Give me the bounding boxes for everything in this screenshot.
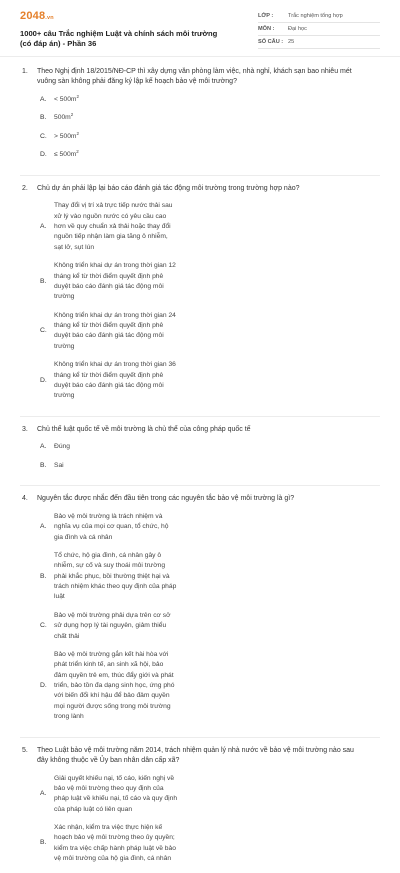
option-letter: B. [40, 114, 47, 122]
question-number: 2. [22, 184, 28, 192]
option-d[interactable] [40, 650, 211, 723]
option-letter: A. [40, 443, 47, 451]
option-text: Bảo vệ môi trường là trách nhiệm và nghĩa vụ của mọi cơ quan, tổ chức, hộ gia đình và cá nhân [54, 512, 169, 541]
header-left [20, 10, 220, 50]
option-text: ≤ 500m [54, 151, 77, 159]
question-list [0, 57, 400, 873]
option-text: < 500m [54, 95, 77, 103]
document-header [0, 0, 400, 57]
option-letter: A. [40, 222, 47, 230]
option-letter: D. [40, 151, 47, 159]
option-c[interactable] [40, 311, 211, 353]
option-superscript: 2 [76, 149, 79, 155]
option-letter: A. [40, 789, 47, 797]
meta-value: 25 [288, 38, 295, 45]
option-a[interactable] [40, 95, 211, 106]
option-b[interactable] [40, 551, 211, 603]
option-letter: B. [40, 277, 47, 285]
question-4 [20, 494, 380, 730]
question-5 [20, 746, 380, 873]
question-number: 5. [22, 746, 28, 754]
option-letter: C. [40, 622, 47, 630]
divider [20, 737, 380, 738]
question-3 [20, 425, 380, 480]
option-letter: D. [40, 681, 47, 689]
option-text: > 500m [54, 132, 77, 140]
logo-main: 2048 [20, 10, 46, 22]
option-superscript: 2 [76, 93, 80, 99]
divider [20, 416, 380, 417]
meta-row-class [258, 10, 380, 23]
question-text: Theo Nghị định 18/2015/NĐ-CP thì xây dựng văn phòng làm việc, nhà nghỉ, khách sạn bao nhiêu mét vuông sàn không phải đăng ký lập kế hoạch bảo vệ môi trường? [37, 67, 352, 86]
options [20, 512, 380, 731]
option-a[interactable] [40, 442, 211, 453]
meta-key: LỚP : [258, 12, 274, 19]
option-letter: C. [40, 327, 47, 335]
question-text: Nguyên tắc được nhắc đến đầu tiên trong các nguyên tắc bảo vệ môi trường là gì? [37, 495, 295, 503]
meta-value: Đại học [288, 25, 307, 32]
meta-key: MÔN : [258, 25, 275, 32]
option-letter: B. [40, 839, 47, 847]
question-text: Chủ thể luật quốc tế về môi trường là chủ thể của công pháp quốc tế [37, 425, 251, 433]
option-a[interactable] [40, 201, 211, 253]
options [20, 95, 380, 169]
option-text: Không triển khai dự án trong thời gian 24 tháng kể từ thời điểm quyết định phê duyệt báo cáo đánh giá tác động môi trường [54, 311, 176, 350]
option-text: Bảo vệ môi trường gắn kết hài hòa với phát triển kinh tế, an sinh xã hội, bảo đảm quyền trẻ em, thúc đẩy giới và phát triển, bảo tồn đa dạng sinh học, ứng phó với biến đổi khí hậu để bảo đảm quyền mọi người được sống trong môi trường trong lành [54, 650, 175, 721]
meta-row-subject [258, 23, 380, 36]
options [20, 442, 380, 479]
meta-row-count [258, 36, 380, 49]
question-text: Theo Luật bảo vệ môi trường năm 2014, trách nhiệm quản lý nhà nước về bảo vệ môi trường nào sau đây không thuộc về Ủy ban nhân dân cấp xã? [37, 746, 354, 764]
question-2 [20, 184, 380, 410]
meta-key: SỐ CÂU : [258, 38, 284, 45]
options [20, 201, 380, 409]
document-title: 1000+ câu Trắc nghiệm Luật và chính sách môi trường (có đáp án) - Phần 36 [20, 29, 218, 49]
options [20, 774, 380, 873]
option-text: Giải quyết khiếu nại, tố cáo, kiến nghị về bảo vệ môi trường theo quy định của pháp luật về khiếu nại, tố cáo và quy định của pháp luật có liên quan [54, 774, 178, 813]
option-text: Không triển khai dự án trong thời gian 12 tháng kể từ thời điểm quyết định phê duyệt báo cáo đánh giá tác động môi trường [54, 262, 176, 301]
option-superscript: 2 [70, 112, 74, 118]
option-text: Bảo vệ môi trường phải dựa trên cơ sở sử dụng hợp lý tài nguyên, giảm thiểu chất thải [54, 611, 171, 640]
option-d[interactable] [40, 150, 211, 161]
question-number: 3. [22, 425, 28, 433]
option-text: Tổ chức, hộ gia đình, cá nhân gây ô nhiễm, sự cố và suy thoái môi trường phải khắc phục, bồi thường thiệt hại và trách nhiệm khác theo quy định của pháp luật [54, 551, 177, 601]
divider [20, 485, 380, 486]
option-letter: A. [40, 523, 47, 531]
option-letter: D. [40, 376, 47, 384]
question-text: Chủ dự án phải lập lại báo cáo đánh giá tác động môi trường trong trường hợp nào? [37, 184, 300, 192]
site-logo[interactable] [20, 10, 220, 23]
option-letter: A. [40, 95, 47, 103]
question-1 [20, 67, 380, 169]
option-c[interactable] [40, 611, 211, 642]
option-b[interactable] [40, 823, 211, 865]
option-text: Không triển khai dự án trong thời gian 36 tháng kể từ thời điểm quyết định phê duyệt báo cáo đánh giá tác động môi trường [54, 361, 176, 400]
option-text: Sai [54, 461, 64, 469]
option-text: 500m [54, 114, 71, 122]
option-letter: B. [40, 572, 47, 580]
option-b[interactable] [40, 461, 211, 472]
divider [20, 175, 380, 176]
option-a[interactable] [40, 774, 211, 816]
question-number: 4. [22, 495, 28, 503]
meta-table [258, 10, 380, 50]
option-b[interactable] [40, 113, 211, 124]
logo-suffix: .vn [45, 15, 54, 21]
option-c[interactable] [40, 132, 211, 143]
option-letter: C. [40, 132, 47, 140]
option-text: Thay đổi vị trí xả trực tiếp nước thải sau xử lý vào nguồn nước có yêu cầu cao hơn về quy chuẩn xả thải hoặc thay đổi nguồn tiếp nhận làm gia tăng ô nhiễm, sạt lở, sụt lún [54, 202, 173, 251]
option-d[interactable] [40, 360, 211, 402]
question-number: 1. [22, 67, 28, 75]
option-text: Xác nhận, kiểm tra việc thực hiện kế hoạch bảo vệ môi trường theo ủy quyền; kiểm tra việc chấp hành pháp luật về bảo vệ môi trường của hộ gia đình, cá nhân [54, 824, 176, 863]
option-superscript: 2 [76, 130, 80, 136]
option-letter: B. [40, 461, 47, 469]
option-b[interactable] [40, 261, 211, 303]
option-text: Đúng [54, 443, 70, 451]
meta-value: Trắc nghiệm tổng hợp [288, 12, 343, 19]
option-a[interactable] [40, 512, 211, 543]
